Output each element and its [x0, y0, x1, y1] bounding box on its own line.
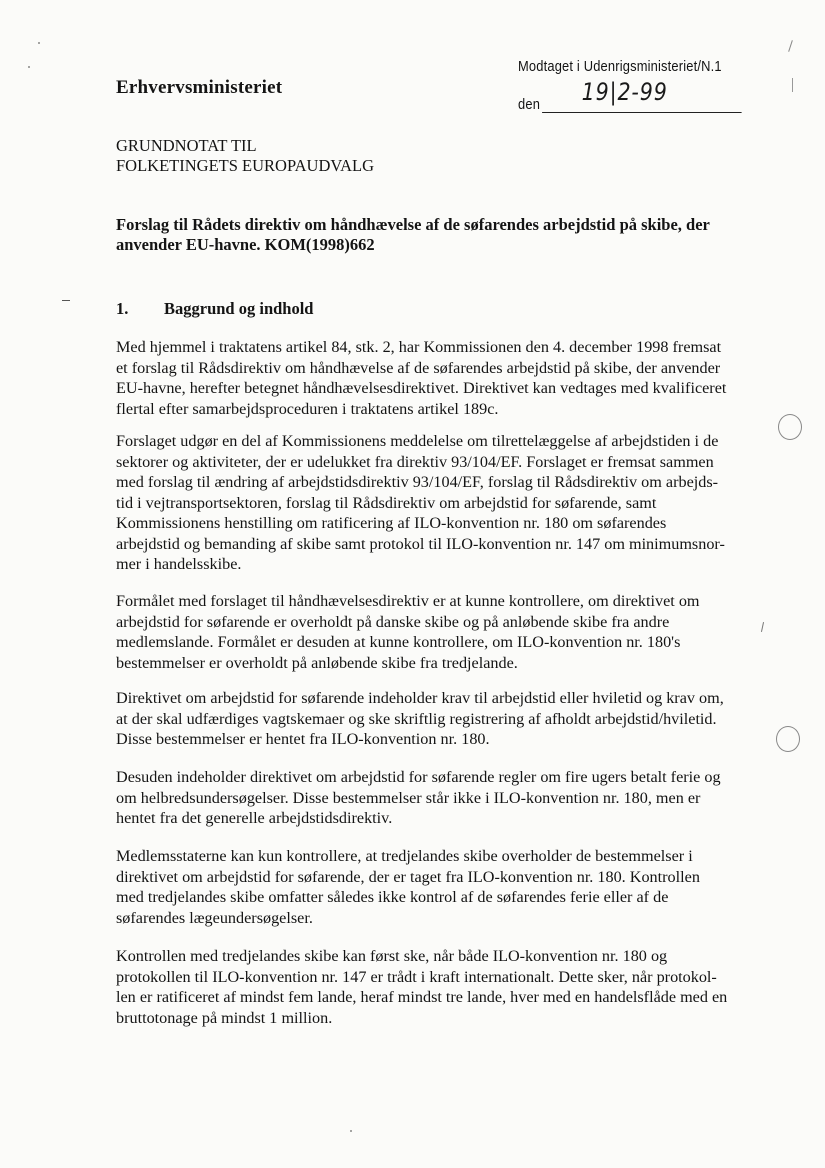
paragraph-line: Kontrollen med tredjelandes skibe kan først ske, når både ILO-konvention nr. 180 og [116, 947, 668, 965]
paragraph-2 [116, 431, 746, 575]
paragraph-line: bestemmelser er overholdt på anløbende skibe fra tredjelande. [116, 653, 518, 672]
paragraph-line: bruttotonage på mindst 1 million. [116, 1008, 333, 1027]
paragraph-line: hentet fra det generelle arbejdstidsdirektiv. [116, 809, 393, 827]
paragraph-line: Forslaget udgør en del af Kommissionens meddelelse om tilrettelæggelse af arbejdstiden i de [116, 432, 719, 450]
paragraph-line: tid i vejtransportsektoren, forslag til Rådsdirektiv om arbejdstid for søfarende, samt [116, 493, 657, 512]
scan-speck-mark [792, 78, 793, 92]
scan-speck-mark [788, 40, 793, 52]
subject-heading [116, 215, 726, 255]
note-title-line-1: GRUNDNOTAT TIL [116, 136, 257, 155]
scan-dot-mark [350, 1130, 352, 1132]
margin-dash-mark [62, 300, 70, 301]
scan-dot-mark [38, 42, 40, 44]
section-number: 1. [116, 299, 129, 318]
paragraph-line: med forslag til ændring af arbejdstidsdirektiv 93/104/EF, forslag til Rådsdirektiv om arbejds- [116, 473, 719, 491]
paragraph-line: at der skal udfærdiges vagtskemaer og ske skriftlig registrering af afholdt arbejdstid/hviletid. [116, 709, 717, 728]
note-title [116, 136, 374, 176]
paragraph-line: Formålet med forslaget til håndhævelsesdirektiv er at kunne kontrollere, om direktivet om [116, 592, 700, 610]
punch-hole-mark [778, 414, 802, 440]
paragraph-line: Disse bestemmelser er hentet fra ILO-konvention nr. 180. [116, 730, 490, 748]
paragraph-6 [116, 846, 746, 928]
paragraph-line: Direktivet om arbejdstid for søfarende indeholder krav til arbejdstid eller hviletid og krav om, [116, 689, 724, 707]
paragraph-line: Desuden indeholder direktivet om arbejdstid for søfarende regler om fire ugers betalt ferie og [116, 768, 721, 786]
paragraph-line: flertal efter samarbejdsproceduren i traktatens artikel 189c. [116, 399, 499, 418]
section-title: Baggrund og indhold [164, 299, 314, 318]
paragraph-line: Kommissionens henstilling om ratificering af ILO-konvention nr. 180 om søfarendes [116, 514, 667, 532]
received-stamp-date-block [518, 58, 722, 113]
paragraph-line: et forslag til Rådsdirektiv om håndhævelse af de søfarendes arbejdstid på skibe, der anvender [116, 358, 721, 377]
paragraph-5 [116, 767, 746, 829]
paragraph-line: protokollen til ILO-konvention nr. 147 er trådt i kraft internationalt. Dette sker, når protokol- [116, 967, 717, 986]
paragraph-line: direktivet om arbejdstid for søfarende, der er taget fra ILO-konvention nr. 180. Kontrollen [116, 867, 700, 886]
paragraph-line: med tredjelandes skibe omfatter således ikke kontrol af de søfarendes ferie eller af de [116, 888, 669, 906]
ministry-name: Erhvervsministeriet [116, 77, 283, 98]
paragraph-line: Medlemsstaterne kan kun kontrollere, at tredjelandes skibe overholder de bestemmelser i [116, 847, 693, 865]
paragraph-line: arbejdstid for søfarende er overholdt på danske skibe og på anløbende skibe fra andre [116, 612, 670, 631]
subject-line-1: Forslag til Rådets direktiv om håndhævelse af de søfarendes arbejdstid på skibe, der [116, 215, 710, 234]
subject-line-2: anvender EU-havne. KOM(1998)662 [116, 235, 375, 254]
paragraph-1 [116, 337, 746, 419]
paragraph-line: om helbredsundersøgelser. Disse bestemmelser står ikke i ILO-konvention nr. 180, men er [116, 788, 701, 807]
scan-speck-mark [761, 622, 764, 632]
stamp-handwritten-date: 19|2-99 [581, 78, 668, 106]
paragraph-4 [116, 688, 746, 750]
paragraph-line: medlemslande. Formålet er desuden at kunne kontrollere, om ILO-konvention nr. 180's [116, 633, 681, 651]
stamp-den-label: den [518, 96, 541, 113]
paragraph-line: EU-havne, herefter betegnet håndhævelsesdirektivet. Direktivet kan vedtages med kvalificeret [116, 379, 727, 397]
paragraph-3 [116, 591, 746, 673]
paragraph-7 [116, 946, 746, 1028]
paragraph-line: arbejdstid og bemanding af skibe samt protokol til ILO-konvention nr. 147 om minimumsnor- [116, 534, 725, 553]
paragraph-line: Med hjemmel i traktatens artikel 84, stk. 2, har Kommissionen den 4. december 1998 fremsat [116, 338, 722, 356]
section-heading [116, 299, 313, 319]
note-title-line-2: FOLKETINGETS EUROPAUDVALG [116, 156, 375, 175]
stamp-received-text: Modtaget i Udenrigsministeriet/N.1 [518, 58, 722, 75]
paragraph-line: sektorer og aktiviteter, der er udelukket fra direktiv 93/104/EF. Forslaget er fremsat sammen [116, 452, 714, 471]
paragraph-line: søfarendes lægeundersøgelser. [116, 908, 313, 927]
stamp-date-line [542, 112, 742, 113]
punch-hole-mark [776, 726, 800, 752]
paragraph-line: mer i handelsskibe. [116, 555, 242, 573]
paragraph-line: len er ratificeret af mindst fem lande, heraf mindst tre lande, hver med en handelsflåde med en [116, 988, 728, 1006]
scan-dot-mark [28, 66, 30, 68]
